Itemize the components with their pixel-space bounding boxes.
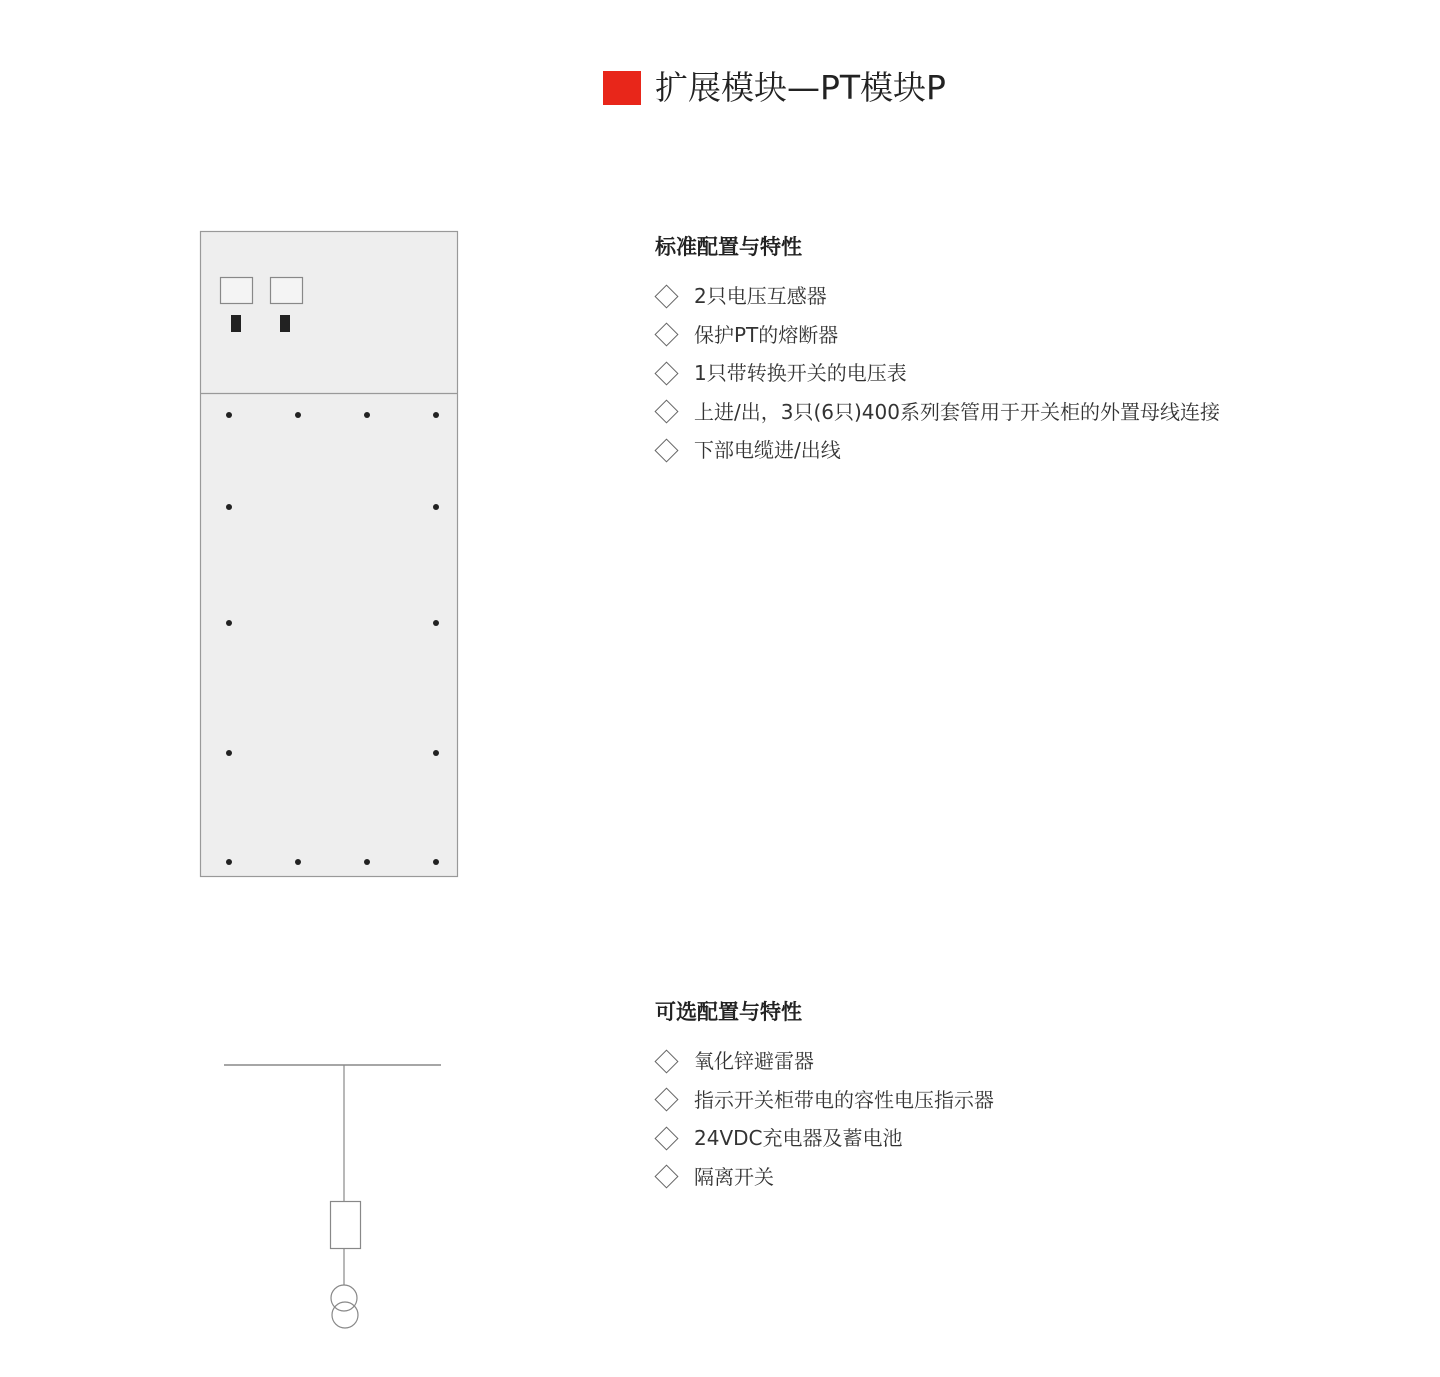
bolt xyxy=(295,412,301,418)
list-item xyxy=(655,316,1220,355)
list-item xyxy=(655,277,1220,316)
feature-label: 氧化锌避雷器 xyxy=(694,1049,814,1074)
optional-config-heading: 可选配置与特性 xyxy=(655,1000,802,1024)
list-item xyxy=(655,1042,994,1081)
standard-config-section xyxy=(655,233,1220,470)
standard-feature-list xyxy=(655,277,1220,470)
diamond-outline-icon xyxy=(654,1165,678,1189)
feature-label: 2只电压互感器 xyxy=(694,284,827,309)
bolt xyxy=(433,859,439,865)
switch-handle-right xyxy=(280,315,290,332)
bolt xyxy=(433,620,439,626)
feature-label: 指示开关柜带电的容性电压指示器 xyxy=(694,1087,994,1112)
feature-label: 上进/出，3只(6只)400系列套管用于开关柜的外置母线连接 xyxy=(694,399,1220,424)
list-item xyxy=(655,354,1220,393)
feature-label: 隔离开关 xyxy=(694,1164,774,1189)
optional-config-section xyxy=(655,998,994,1196)
bolt xyxy=(226,504,232,510)
list-item xyxy=(655,1081,994,1120)
bolt xyxy=(295,859,301,865)
red-square-icon xyxy=(603,71,641,105)
bolt xyxy=(226,859,232,865)
bolt xyxy=(433,504,439,510)
bolt xyxy=(226,412,232,418)
feature-label: 保护PT的熔断器 xyxy=(694,322,839,347)
diamond-outline-icon xyxy=(654,284,678,308)
feature-label: 24VDC充电器及蓄电池 xyxy=(694,1126,903,1151)
bolt xyxy=(226,750,232,756)
bolt xyxy=(433,750,439,756)
diamond-outline-icon xyxy=(654,1049,678,1073)
diamond-outline-icon xyxy=(654,1126,678,1150)
feature-label: 1只带转换开关的电压表 xyxy=(694,361,907,386)
bolt xyxy=(364,859,370,865)
list-item xyxy=(655,1158,994,1197)
meter-window-right xyxy=(271,278,303,304)
page-title-block xyxy=(603,66,946,110)
transformer-winding-secondary xyxy=(332,1302,358,1328)
meter-window-left xyxy=(221,278,253,304)
page-title: 扩展模块—PT模块P xyxy=(655,68,946,107)
cabinet-front-view-diagram xyxy=(195,226,465,884)
list-item xyxy=(655,1119,994,1158)
switch-handle-left xyxy=(231,315,241,332)
single-line-schematic-diagram xyxy=(215,1055,455,1340)
diamond-outline-icon xyxy=(654,361,678,385)
diamond-outline-icon xyxy=(654,1088,678,1112)
feature-label: 下部电缆进/出线 xyxy=(694,438,841,463)
list-item xyxy=(655,431,1220,470)
fuse-symbol xyxy=(331,1202,361,1249)
optional-feature-list xyxy=(655,1042,994,1196)
diamond-outline-icon xyxy=(654,438,678,462)
diamond-outline-icon xyxy=(654,323,678,347)
bolt xyxy=(226,620,232,626)
standard-config-heading: 标准配置与特性 xyxy=(655,235,802,259)
list-item xyxy=(655,393,1220,432)
diamond-outline-icon xyxy=(654,400,678,424)
bolt xyxy=(364,412,370,418)
bolt xyxy=(433,412,439,418)
